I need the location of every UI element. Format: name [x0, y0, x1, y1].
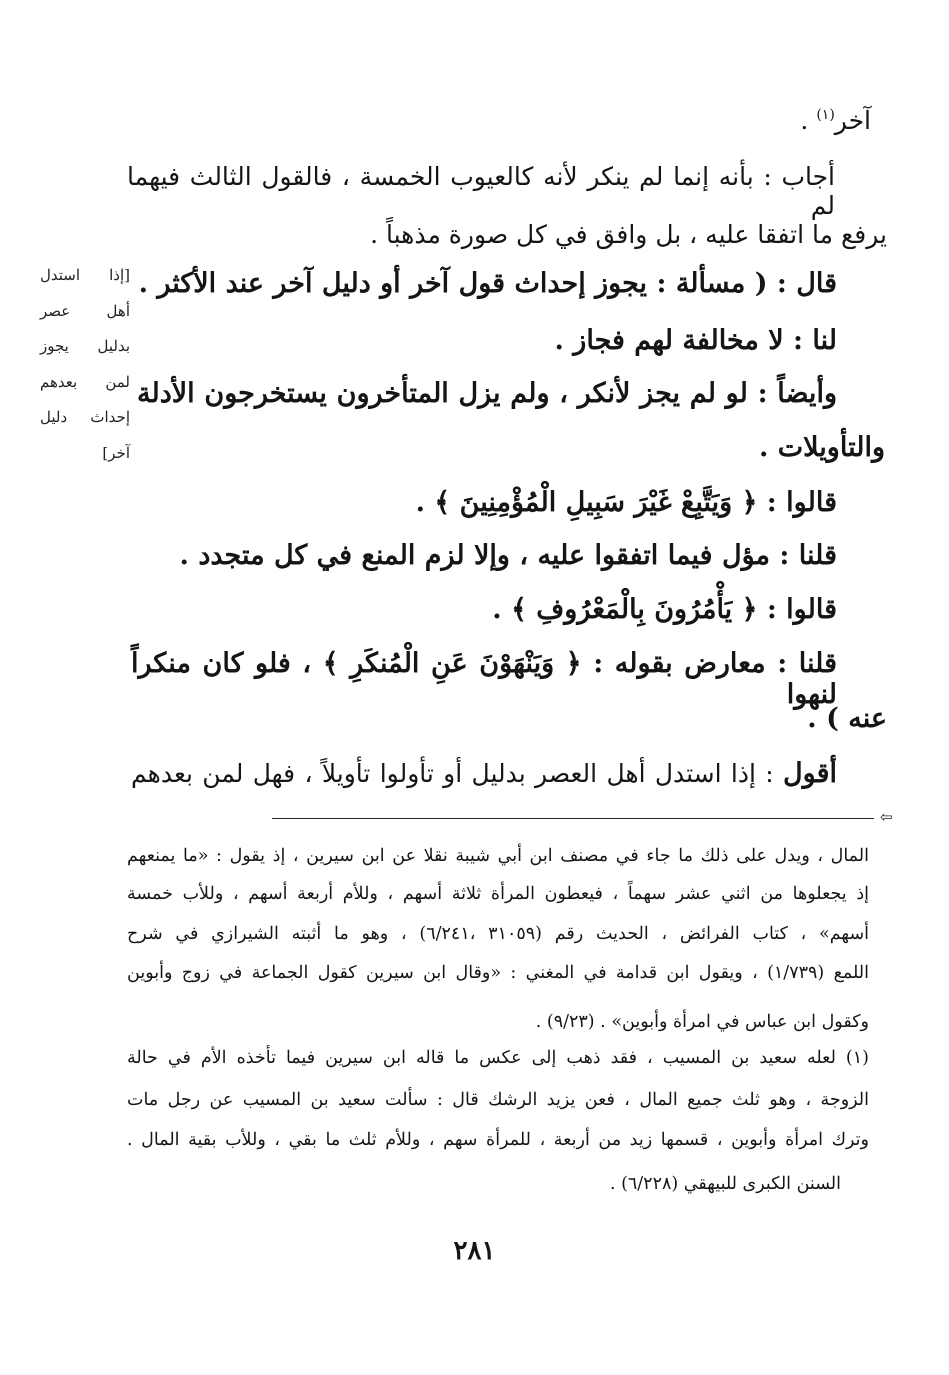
margin-note [40, 258, 130, 471]
body-line-12: عنه ) . [807, 703, 887, 734]
body-line-13-lead: أقول [783, 758, 837, 789]
body-line-4: قال : ( مسألة : يجوز إحداث قول آخر أو دليل آخر عند الأكثر . [138, 268, 837, 299]
footnote-line-9: السنن الكبرى للبيهقي (٦/٢٢٨) . [609, 1174, 841, 1194]
body-line-1-end: . [800, 106, 817, 135]
footnote-line-1: المال ، ويدل على ذلك ما جاء في مصنف ابن أبي شيبة نقلا عن ابن سيرين ، إذ يقول : «ما يمنعهم [127, 846, 869, 866]
margin-note-line-1: [إذا استدل [40, 266, 130, 284]
continuation-arrow-icon: ⇦ [880, 808, 893, 826]
body-line-1-text: آخر [834, 106, 871, 135]
footnote-separator [272, 818, 874, 819]
body-line-6: وأيضاً : لو لم يجز لأنكر ، ولم يزل المتأخرون يستخرجون الأدلة [137, 378, 837, 409]
body-line-13-text: : إذا استدل أهل العصر بدليل أو تأولوا تأويلاً ، فهل لمن بعدهم [131, 759, 784, 788]
body-line-5: لنا : لا مخالفة لهم فجاز . [554, 325, 837, 356]
margin-note-line-4: لمن بعدهم [40, 372, 130, 391]
footnote-line-6: (١) لعله سعيد بن المسيب ، فقد ذهب إلى عكس ما قاله ابن سيرين فيما تأخذه الأم في حالة [127, 1048, 869, 1068]
footnote-line-3: أسهم» ، كتاب الفرائض ، الحديث رقم (٣١٠٥٩ ،٦/٢٤١) ، وهو ما أثبته الشيرازي في شرح [127, 924, 870, 944]
body-line-9: قلنا : مؤل فيما اتفقوا عليه ، وإلا لزم المنع في كل متجدد . [179, 540, 837, 571]
footnote-line-2: إذ يجعلوها من اثني عشر سهماً ، فيعطون المرأة ثلاثة أسهم ، وللأم أربعة أسهم ، وللأب خمسة [127, 884, 869, 904]
footnote-line-7: الزوجة ، وهو ثلث جميع المال ، فعن يزيد الرشك قال : سألت سعيد بن المسيب عن رجل مات [127, 1090, 869, 1110]
body-line-13 [131, 758, 837, 789]
body-line-11: قلنا : معارض بقوله : ﴿ وَيَنْهَوْنَ عَنِ الْمُنكَرِ ﴾ ، فلو كان منكراً لنهوا [131, 648, 837, 710]
body-line-8: قالوا : ﴿ وَيَتَّبِعْ غَيْرَ سَبِيلِ الْمُؤْمِنِينَ ﴾ . [415, 487, 837, 518]
body-line-1 [800, 106, 871, 135]
margin-note-line-3: بدليل يجوز [40, 337, 130, 355]
margin-note-line-6: آخر] [102, 443, 130, 462]
page-number: ٢٨١ [453, 1236, 496, 1266]
body-line-3: يرفع ما اتفقا عليه ، بل وافق في كل صورة مذهباً . [370, 220, 887, 249]
body-line-7: والتأويلات . [758, 432, 885, 463]
body-line-2: أجاب : بأنه إنما لم ينكر لأنه كالعيوب الخمسة ، فالقول الثالث فيهما لم [127, 162, 835, 220]
footnote-line-5: وكقول ابن عباس في امرأة وأبوين» . (٩/٢٣) . [535, 1012, 869, 1032]
footnote-line-8: وترك امرأة وأبوين ، قسمها زيد من أربعة ، للمرأة سهم ، وللأم ثلث ما بقي ، وللأب بقية المال . [127, 1130, 869, 1150]
footnote-line-4: اللمع (١/٧٣٩) ، ويقول ابن قدامة في المغني : «وقال ابن سيرين كقول الجماعة في زوج وأبوين [127, 963, 869, 983]
body-line-10: قالوا : ﴿ يَأْمُرُونَ بِالْمَعْرُوفِ ﴾ . [492, 594, 837, 625]
margin-note-line-2: أهل عصر [40, 301, 130, 320]
footnote-ref-1[interactable]: (١) [816, 107, 835, 123]
margin-note-line-5: إحداث دليل [40, 408, 130, 426]
